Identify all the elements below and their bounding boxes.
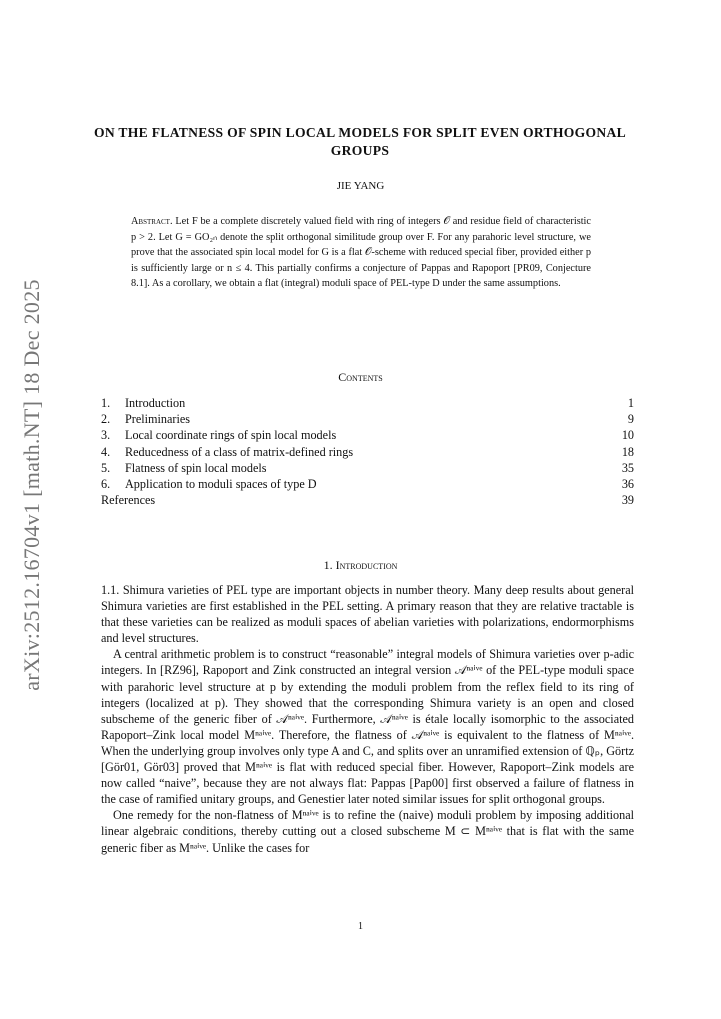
toc-entry-title: Flatness of spin local models bbox=[125, 460, 267, 475]
toc-entry-number: 1. bbox=[101, 396, 111, 410]
toc-entry-number: 3. bbox=[101, 428, 111, 443]
arxiv-identifier bbox=[12, 279, 52, 691]
toc-entry-title: Reducedness of a class of matrix-defined rings bbox=[125, 444, 354, 459]
author-name: JIE YANG bbox=[336, 180, 385, 192]
section-heading: 1. Introduction bbox=[323, 558, 398, 572]
paper-title: ON THE FLATNESS OF SPIN LOCAL MODELS FOR SPLIT EVEN ORTHOGONAL GROUPS bbox=[93, 125, 626, 158]
toc-entry-number: 2. bbox=[101, 412, 111, 427]
abstract bbox=[131, 214, 591, 292]
toc-entry[interactable] bbox=[101, 460, 634, 476]
toc-entry-number: 4. bbox=[101, 444, 111, 459]
page-number: 1 bbox=[358, 921, 363, 932]
toc-entry-title: Preliminaries bbox=[125, 412, 190, 427]
arxiv-identifier-text: arXiv:2512.16704v1 [math.NT] 18 Dec 2025 bbox=[19, 279, 44, 691]
section-body bbox=[101, 582, 634, 856]
abstract-heading: Abstract. bbox=[131, 216, 173, 227]
toc-entry[interactable] bbox=[101, 411, 634, 427]
toc-entry-page: 10 bbox=[621, 428, 634, 443]
toc-entry-title: Application to moduli spaces of type D bbox=[125, 476, 317, 491]
toc-entry-page: 36 bbox=[621, 476, 634, 491]
paragraph: One remedy for the non-flatness of Mⁿᵃⁱᵛᵉ is to refine the (naive) moduli problem by imposing additional linear algebraic conditions, thereby cutting out a closed subscheme M ⊂ Mⁿᵃⁱᵛᵉ that is flat with the same generic fiber as Mⁿᵃⁱᵛᵉ. Unlike the cases for bbox=[101, 808, 634, 855]
toc-entry-page: 1 bbox=[627, 396, 634, 410]
toc-entry-number: 6. bbox=[101, 476, 111, 491]
toc-entry-title: Introduction bbox=[125, 396, 186, 410]
toc-entry-page: 9 bbox=[627, 412, 634, 427]
abstract-text: Let F be a complete discretely valued field with ring of integers 𝒪 and residue field of characteristic p > 2. Let G = GO₂ₙ denote the split orthogonal similitude group over F. For any parahoric level structure, we prove that the associated spin local model for G is a flat 𝒪-scheme with reduced special fiber, provided either p is sufficiently large or n ≤ 4. This partially confirms a conjecture of Pappas and Rapoport [PR09, Conjecture 8.1]. As a corollary, we obtain a flat (integral) moduli space of PEL-type D under the same assumptions. bbox=[131, 216, 591, 290]
toc-entry-title: References bbox=[101, 493, 156, 508]
toc-entry-title: Local coordinate rings of spin local models bbox=[125, 428, 337, 443]
toc-entry[interactable] bbox=[101, 476, 634, 492]
contents-heading: Contents bbox=[338, 370, 383, 384]
toc-entry[interactable] bbox=[101, 395, 634, 411]
toc-entry-references[interactable] bbox=[101, 492, 634, 508]
toc-entry[interactable] bbox=[101, 427, 634, 443]
paragraph: 1.1. Shimura varieties of PEL type are important objects in number theory. Many deep results about general Shimura varieties are first established in the PEL setting. A primary reason that they are relative tractable is that these varieties can be realized as moduli spaces of abelian varieties with polarizations, endormorphisms and level structures. bbox=[101, 583, 634, 646]
toc-entry-page: 39 bbox=[621, 493, 634, 508]
toc-entry[interactable] bbox=[101, 444, 634, 460]
toc-entry-page: 18 bbox=[621, 444, 634, 459]
toc-entry-number: 5. bbox=[101, 460, 111, 475]
toc-entry-page: 35 bbox=[621, 460, 634, 475]
table-of-contents bbox=[101, 395, 634, 508]
paragraph: A central arithmetic problem is to construct “reasonable” integral models of Shimura varieties over p-adic integers. In [RZ96], Rapoport and Zink constructed an integral version 𝒜ⁿᵃⁱᵛᵉ of the PEL-type moduli space with parahoric level structure at p by extending the moduli problem from the reflex field to its ring of integers (localized at p). They showed that the corresponding Shimura variety is an open and closed subscheme of the generic fiber of 𝒜ⁿᵃⁱᵛᵉ. Furthermore, 𝒜ⁿᵃⁱᵛᵉ is étale locally isomorphic to the associated Rapoport–Zink local model Mⁿᵃⁱᵛᵉ. Therefore, the flatness of 𝒜ⁿᵃⁱᵛᵉ is equivalent to the flatness of Mⁿᵃⁱᵛᵉ. When the underlying group involves only type A and C, and splits over an unramified extension of ℚₚ, Görtz [Gör01, Gör03] proved that Mⁿᵃⁱᵛᵉ is flat with reduced special fiber. However, Rapoport–Zink models are now called “naive”, because they are not always flat: Pappas [Pap00] first observed a failure of flatness in the case of ramified unitary groups, and Genestier later noted similar issues for split orthogonal groups. bbox=[101, 647, 634, 807]
